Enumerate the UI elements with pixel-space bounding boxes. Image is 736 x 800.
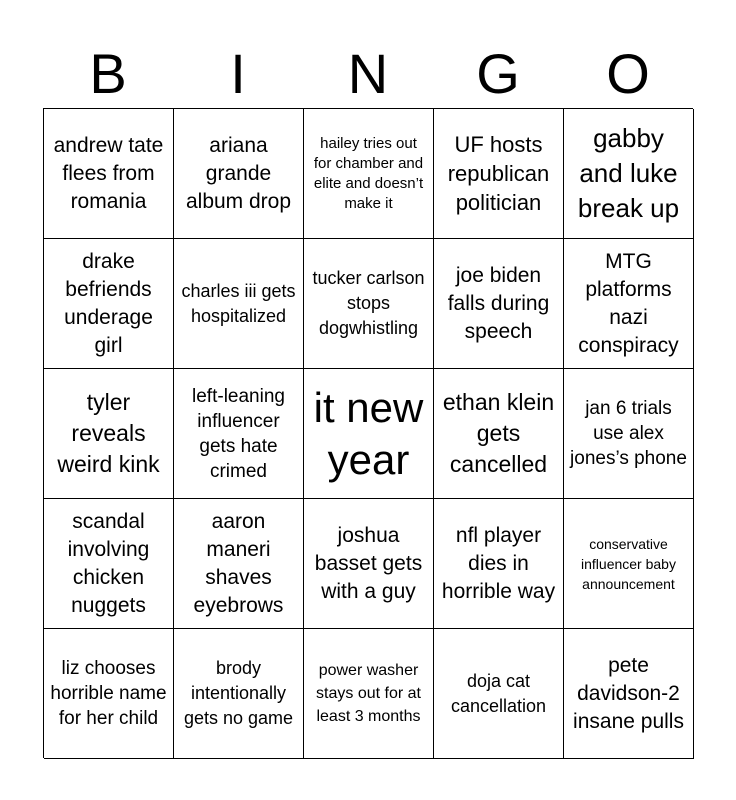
cell-text: ethan klein gets cancelled	[442, 389, 555, 477]
bingo-cell[interactable]	[304, 239, 434, 369]
bingo-cell[interactable]	[564, 369, 694, 499]
bingo-cell[interactable]	[434, 629, 564, 759]
bingo-cell[interactable]	[174, 109, 304, 239]
bingo-cell[interactable]	[434, 369, 564, 499]
bingo-cell[interactable]	[434, 499, 564, 629]
bingo-cell[interactable]	[304, 629, 434, 759]
bingo-cell[interactable]	[564, 239, 694, 369]
cell-text: scandal involving chicken nuggets	[67, 509, 150, 617]
cell-text: joshua basset gets with a guy	[314, 523, 423, 603]
cell-text: it new year	[313, 383, 424, 483]
bingo-cell[interactable]	[564, 499, 694, 629]
cell-text: charles iii gets hospitalized	[181, 280, 296, 326]
header-letter-g: G	[476, 42, 520, 105]
header-letter-i: I	[230, 42, 246, 105]
bingo-cell[interactable]	[174, 629, 304, 759]
bingo-cell[interactable]	[434, 239, 564, 369]
cell-text: conservative influencer baby announcement	[581, 535, 676, 592]
header-letter-o: O	[606, 42, 650, 105]
cell-text: doja cat cancellation	[450, 670, 547, 716]
cell-text: gabby and luke break up	[577, 123, 680, 223]
cell-text: hailey tries out for chamber and elite and doesn’t make it	[313, 134, 424, 212]
cell-text: tyler reveals weird kink	[57, 389, 160, 477]
cell-text: MTG platforms nazi conspiracy	[578, 249, 679, 357]
cell-text: andrew tate flees from romania	[53, 133, 164, 213]
cell-text: brody intentionally gets no game	[183, 658, 294, 728]
bingo-cell[interactable]	[44, 629, 174, 759]
bingo-header	[43, 40, 693, 108]
bingo-cell[interactable]	[44, 109, 174, 239]
cell-text: jan 6 trials use alex jones’s phone	[570, 398, 687, 469]
bingo-cell[interactable]	[304, 499, 434, 629]
cell-text: drake befriends underage girl	[64, 249, 153, 357]
cell-text: joe biden falls during speech	[447, 263, 550, 343]
bingo-cell[interactable]	[564, 109, 694, 239]
cell-text: power washer stays out for at least 3 months	[316, 662, 421, 725]
bingo-cell[interactable]	[44, 369, 174, 499]
bingo-cell[interactable]	[174, 239, 304, 369]
cell-text: aaron maneri shaves eyebrows	[193, 509, 284, 617]
cell-text: liz chooses horrible name for her child	[50, 658, 167, 729]
bingo-cell[interactable]	[304, 109, 434, 239]
bingo-cell[interactable]	[564, 629, 694, 759]
cell-text: ariana grande album drop	[185, 133, 292, 213]
free-space-cell[interactable]	[304, 369, 434, 499]
bingo-cell[interactable]	[44, 499, 174, 629]
cell-text: tucker carlson stops dogwhistling	[312, 268, 425, 338]
bingo-cell[interactable]	[434, 109, 564, 239]
cell-text: pete davidson-2 insane pulls	[573, 653, 684, 733]
cell-text: nfl player dies in horrible way	[441, 523, 556, 603]
cell-text: UF hosts republican politician	[447, 132, 550, 215]
header-letter-b: B	[89, 42, 127, 105]
header-letter-n: N	[347, 42, 389, 105]
bingo-cell[interactable]	[174, 369, 304, 499]
bingo-cell[interactable]	[44, 239, 174, 369]
bingo-cell[interactable]	[174, 499, 304, 629]
cell-text: left-leaning influencer gets hate crimed	[192, 385, 285, 482]
bingo-board	[43, 108, 693, 758]
